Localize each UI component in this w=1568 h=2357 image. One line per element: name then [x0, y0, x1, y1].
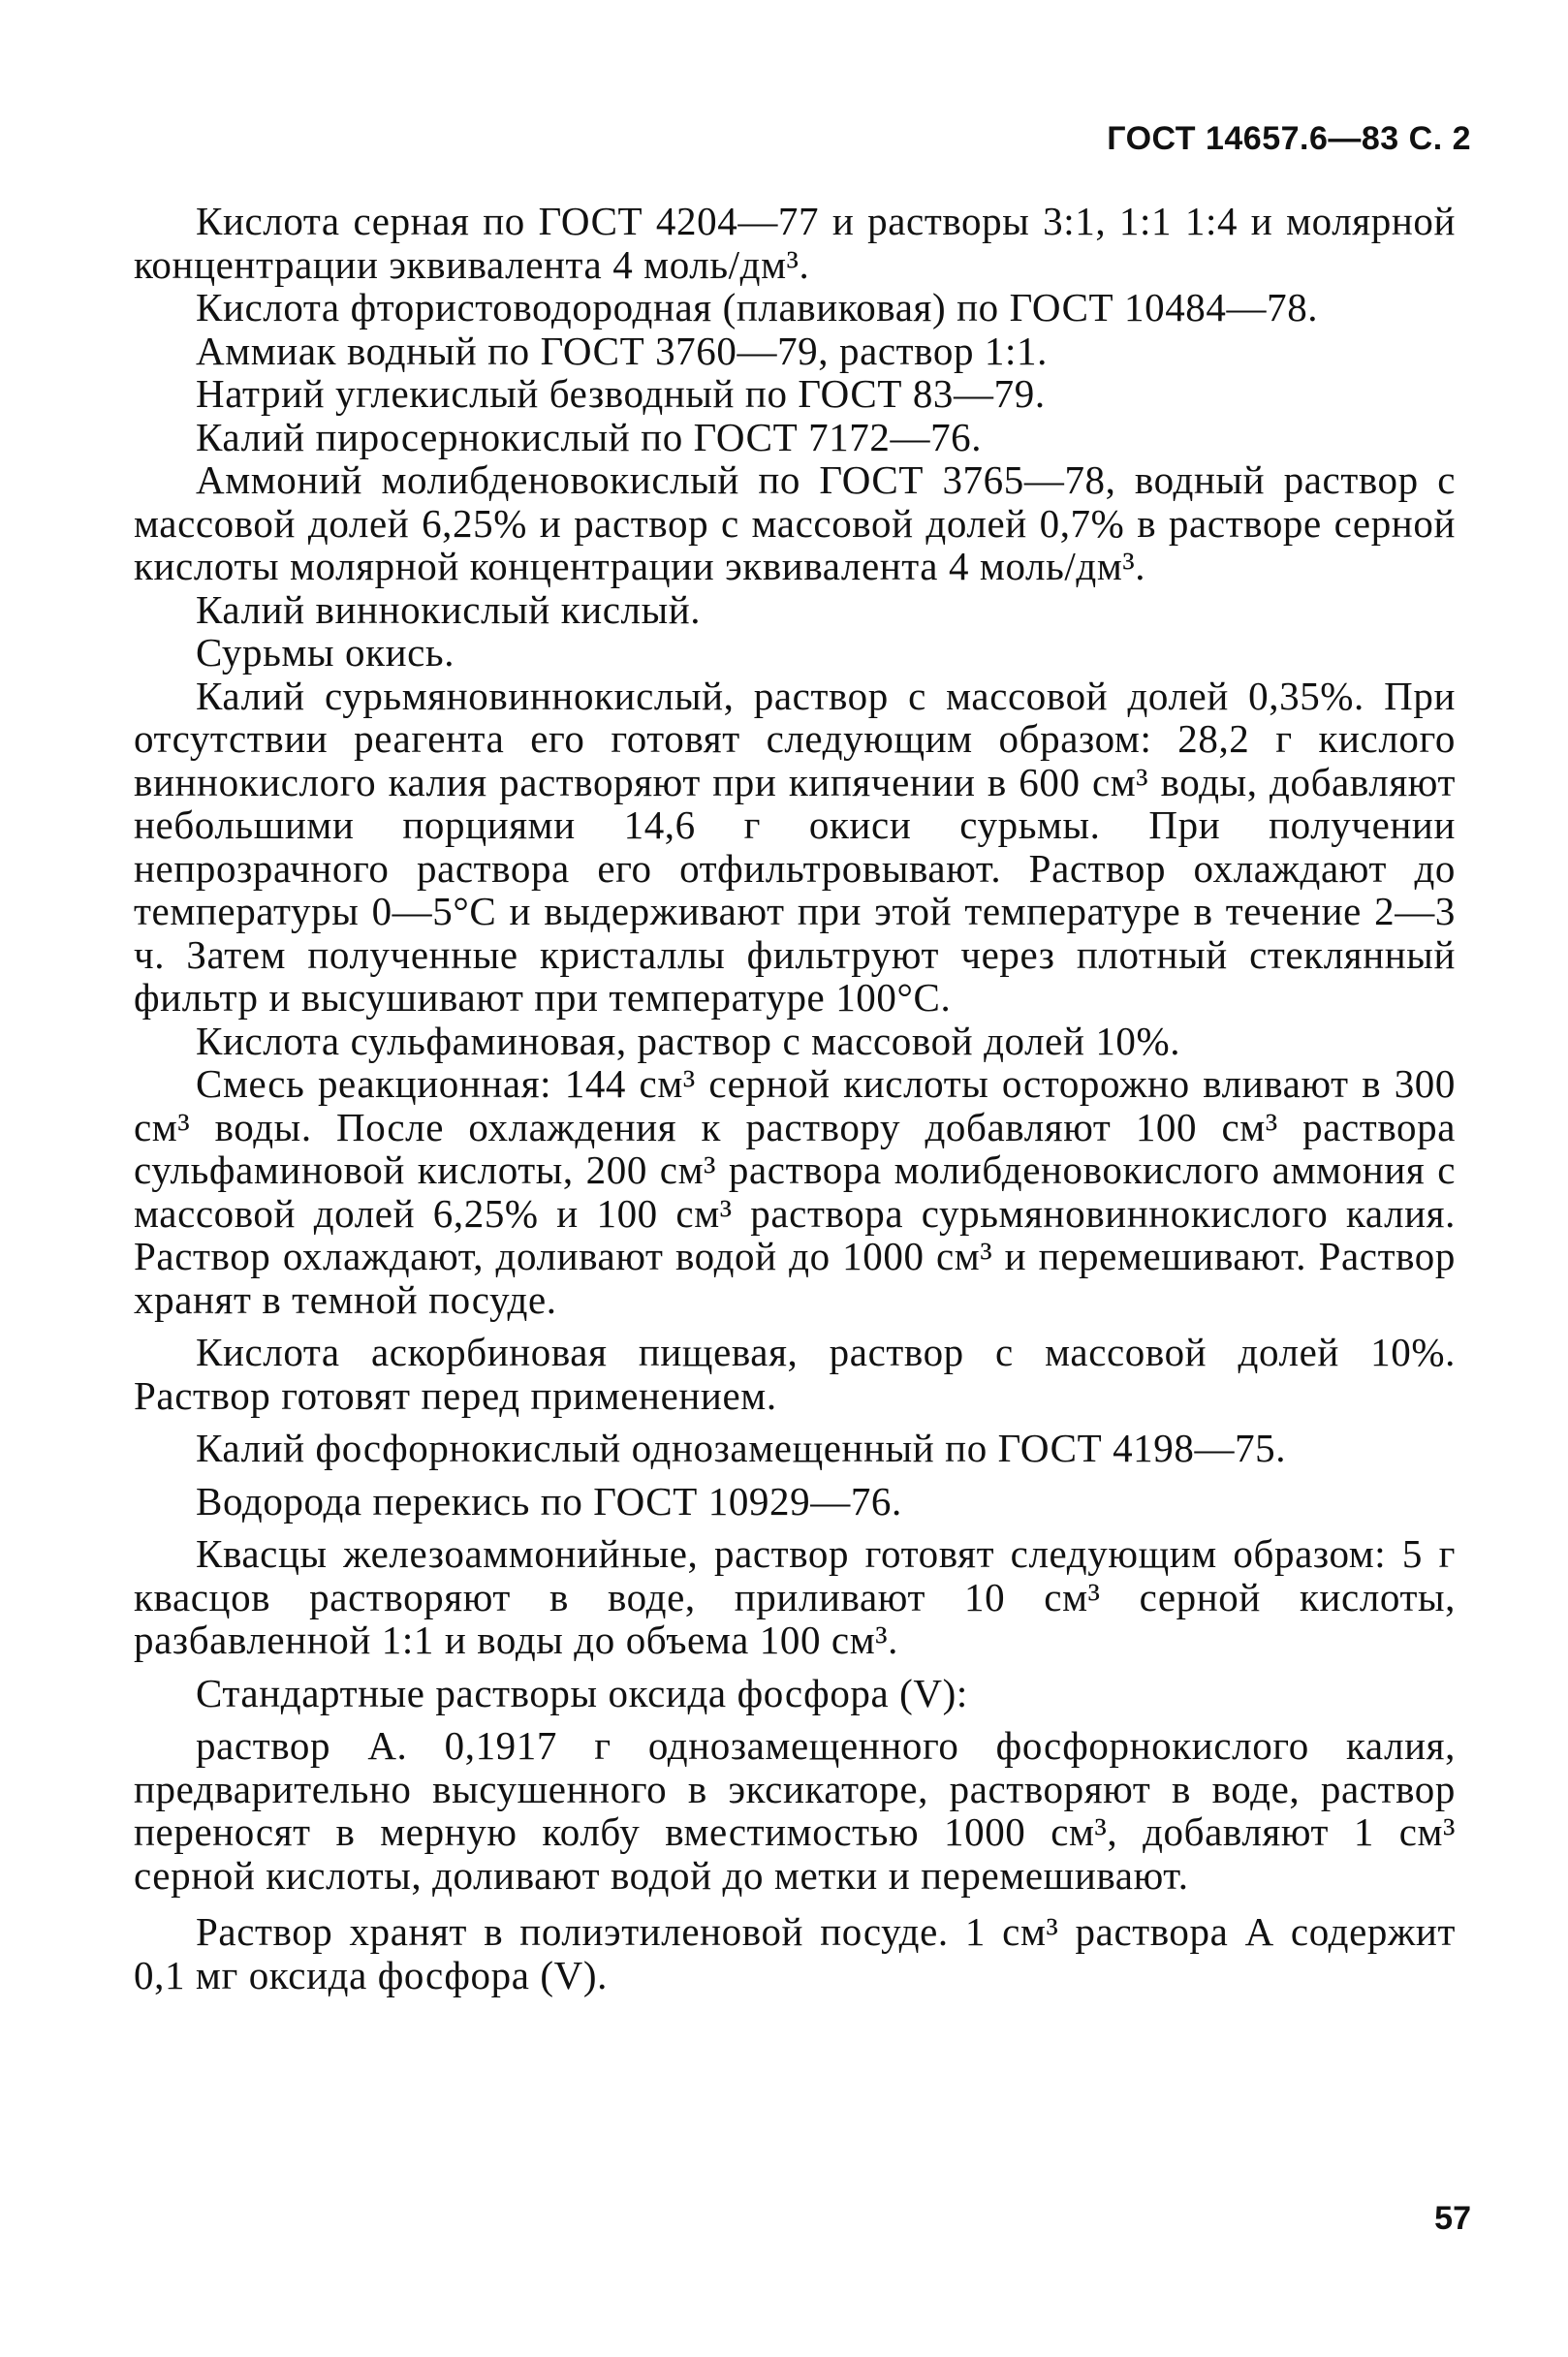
paragraph-sulfuric-acid: Кислота серная по ГОСТ 4204—77 и растворы 3:1, 1:1 1:4 и молярной концентрации эквивалента 4 моль/дм³.	[134, 199, 1456, 287]
paragraph-hydrofluoric-acid: Кислота фтористоводородная (плавиковая) по ГОСТ 10484—78.	[196, 285, 1319, 330]
paragraph-alum: Квасцы железоаммонийные, раствор готовят следующим образом: 5 г квасцов растворяют в воде, приливают 10 см³ серной кислоты, разбавленной 1:1 и воды до объема 100 см³.	[134, 1531, 1456, 1662]
paragraph-antimony-potassium-tartrate: Калий сурьмяновиннокислый, раствор с массовой долей 0,35%. При отсутствии реагента его готовят следующим образом: 28,2 г кислого виннокислого калия растворяют при кипячении в 600 см³ воды, добавляют небольшими порциями 14,6 г окиси сурьмы. При получении непрозрачного раствора его отфильтровывают. Раствор охлаждают до температуры 0—5°С и выдерживают при этой температуре в течение 2—3 ч. Затем полученные кристаллы фильтруют через плотный стеклянный фильтр и высушивают при температуре 100°С.	[134, 673, 1456, 1020]
paragraph-hydrogen-peroxide: Водорода перекись по ГОСТ 10929—76.	[196, 1478, 902, 1524]
paragraph-potassium-phosphate: Калий фосфорнокислый однозамещенный по ГОСТ 4198—75.	[196, 1426, 1287, 1470]
page-number: 57	[1434, 2200, 1471, 2237]
paragraph-solution-a: раствор А. 0,1917 г однозамещенного фосфорнокислого калия, предварительно высушенного в эксикаторе, растворяют в воде, раствор переносят в мерную колбу вместимостью 1000 см³, добавляют 1 см³ серной кислоты, доливают водой до метки и перемешивают.	[134, 1723, 1456, 1898]
paragraph-ammonia: Аммиак водный по ГОСТ 3760—79, раствор 1:1.	[196, 328, 1048, 373]
paragraph-antimony-oxide: Сурьмы окись.	[196, 630, 455, 675]
paragraph-sodium-carbonate: Натрий углекислый безводный по ГОСТ 83—79.	[196, 371, 1046, 416]
paragraph-standard-solutions: Стандартные растворы оксида фосфора (V):	[196, 1670, 968, 1715]
document-body	[134, 200, 1456, 1996]
running-header: ГОСТ 14657.6—83 С. 2	[1107, 120, 1471, 157]
paragraph-ammonium-molybdate: Аммоний молибденовокислый по ГОСТ 3765—78, водный раствор с массовой долей 6,25% и раствор с массовой долей 0,7% в растворе серной кислоты молярной концентрации эквивалента 4 моль/дм³.	[134, 457, 1456, 588]
paragraph-ascorbic-acid: Кислота аскорбиновая пищевая, раствор с массовой долей 10%. Раствор готовят перед применением.	[134, 1330, 1456, 1418]
paragraph-potassium-tartrate: Калий виннокислый кислый.	[196, 586, 702, 632]
paragraph-storage: Раствор хранят в полиэтиленовой посуде. 1 см³ раствора А содержит 0,1 мг оксида фосфора (V).	[134, 1909, 1456, 1997]
paragraph-potassium-pyrosulfate: Калий пиросернокислый по ГОСТ 7172—76.	[196, 414, 983, 459]
paragraph-reaction-mixture: Смесь реакционная: 144 см³ серной кислоты осторожно вливают в 300 см³ воды. После охлаждения к раствору добавляют 100 см³ раствора сульфаминовой кислоты, 200 см³ раствора молибденовокислого аммония с массовой долей 6,25% и 100 см³ раствора сурьмяновиннокислого калия. Раствор охлаждают, доливают водой до 1000 см³ и перемешивают. Раствор хранят в темной посуде.	[134, 1061, 1456, 1322]
paragraph-sulfamic-acid: Кислота сульфаминовая, раствор с массовой долей 10%.	[196, 1018, 1181, 1063]
